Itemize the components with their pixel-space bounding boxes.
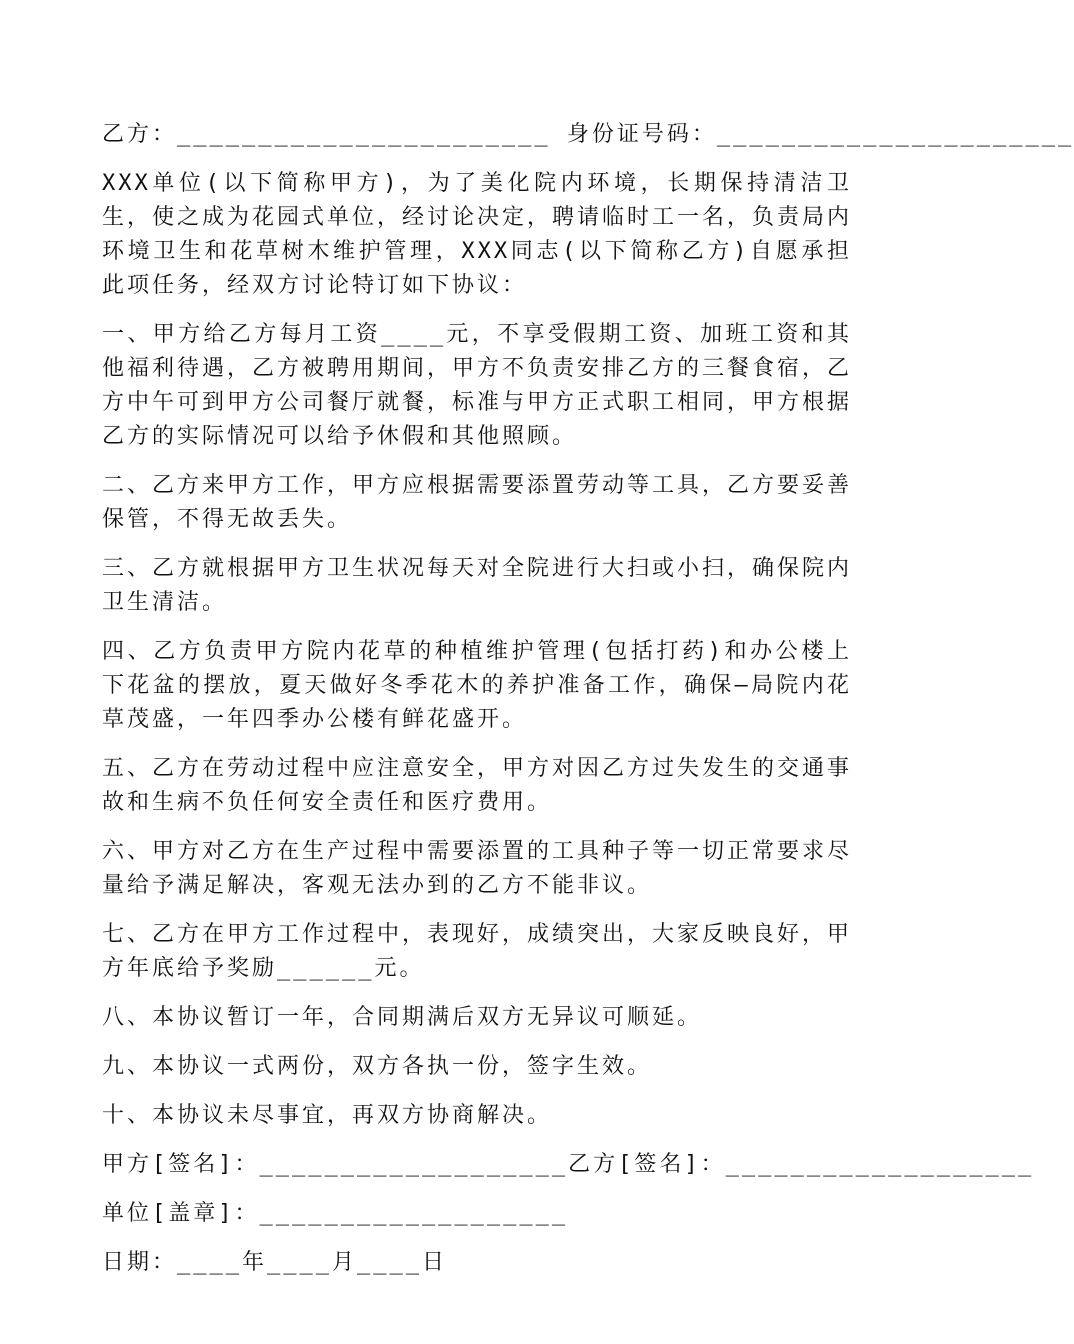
clause-2: 二、乙方来甲方工作，甲方应根据需要添置劳动等工具，乙方要妥善保管，不得无故丢失。 (102, 473, 853, 532)
clause-8: 八、本协议暂订一年，合同期满后双方无异议可顺延。 (102, 1005, 703, 1030)
clause-3: 三、乙方就根据甲方卫生状况每天对全院进行大扫或小扫，确保院内卫生清洁。 (102, 556, 853, 615)
document-page (102, 118, 1074, 1280)
clause-9: 九、本协议一式两份，双方各执一份，签字生效。 (102, 1054, 653, 1079)
clause-6: 六、甲方对乙方在生产过程中需要添置的工具种子等一切正常要求尽量给予满足解决，客观无法办到的乙方不能非议。 (102, 839, 853, 898)
signature-line: 甲方[签名]：___________________乙方[签名]：___________________ (102, 1152, 1035, 1177)
clause-7: 七、乙方在甲方工作过程中，表现好，成绩突出，大家反映良好，甲方年底给予奖励______元。 (102, 922, 853, 981)
clause-1: 一、甲方给乙方每月工资____元，不享受假期工资、加班工资和其他福利待遇，乙方被聘用期间，甲方不负责安排乙方的三餐食宿，乙方中午可到甲方公司餐厅就餐，标准与甲方正式职工相同，甲方根据乙方的实际情况可以给予休假和其他照顾。 (102, 322, 853, 449)
clause-4: 四、乙方负责甲方院内花草的种植维护管理(包括打药)和办公楼上下花盆的摆放，夏天做好冬季花木的养护准备工作，确保—局院内花草茂盛，一年四季办公楼有鲜花盛开。 (102, 639, 852, 732)
intro-paragraph: XXX单位(以下简称甲方)，为了美化院内环境，长期保持清洁卫生，使之成为花园式单位，经讨论决定，聘请临时工一名，负责局内环境卫生和花草树木维护管理，XXX同志(以下简称乙方)自愿承担此项任务，经双方讨论特订如下协议： (102, 171, 853, 298)
clause-5: 五、乙方在劳动过程中应注意安全，甲方对因乙方过失发生的交通事故和生病不负任何安全责任和医疗费用。 (102, 756, 853, 815)
party-b-id-line: 乙方：_______________________ 身份证号码：______________________ (102, 122, 1074, 147)
seal-line: 单位[盖章]：___________________ (102, 1201, 569, 1226)
clause-10: 十、本协议未尽事宜，再双方协商解决。 (102, 1103, 553, 1128)
date-line: 日期：____年____月____日 (102, 1250, 447, 1275)
